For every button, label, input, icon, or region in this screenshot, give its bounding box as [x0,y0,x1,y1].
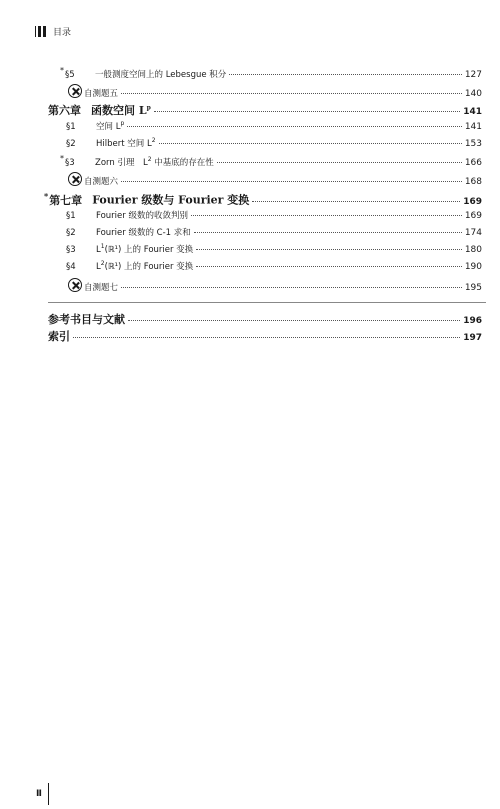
dot-leader [252,201,460,202]
toc-entry[interactable]: §2 Hilbert 空间 $L^2$ 153 [66,137,482,149]
folio: Ⅱ [36,789,42,799]
page-number: 127 [464,69,482,80]
dot-leader [191,215,462,216]
dot-leader [127,126,462,127]
x-circle-icon [68,84,82,98]
dot-leader [121,287,462,288]
toc-entry-index[interactable]: 索引 197 [48,330,482,343]
toc-entry[interactable]: §1 Fourier 级数的收敛判别 169 [66,211,482,221]
page-number: 168 [464,177,482,187]
toc-entry-self-test[interactable]: 自测题六 168 [68,172,482,187]
toc-entry[interactable]: *§5 一般测度空间上的 Lebesgue 积分 127 [60,66,482,80]
toc-entry[interactable]: §4 $L^2(ℝ^1)$ 上的 Fourier 变换 190 [66,260,482,272]
page-number: 141 [464,122,482,132]
page-number: 195 [464,283,482,293]
dot-leader [229,74,462,75]
page-number: 141 [463,107,482,117]
toc-entry[interactable]: §1 空间 $L^p$ 141 [66,120,482,132]
dot-leader [154,111,460,112]
page-number: 196 [463,316,482,326]
toc-entry-self-test[interactable]: 自测题七 195 [68,278,482,293]
header-bar-icon [35,26,48,37]
dot-leader [73,337,460,338]
x-circle-icon [68,172,82,186]
section-divider [48,302,486,303]
header-label: 目录 [53,28,72,38]
toc-entry-references[interactable]: 参考书目与文献 196 [48,313,482,326]
footer-rule [48,783,49,805]
page-footer [36,783,49,805]
dot-leader [159,143,462,144]
page-number: 190 [464,262,482,272]
page-number: 153 [464,139,482,149]
dot-leader [128,320,460,321]
toc-entry-self-test[interactable]: 自测题五 140 [68,84,482,99]
page-number: 166 [464,157,482,168]
dot-leader [196,249,462,250]
page-number: 169 [464,211,482,221]
dot-leader [121,181,462,182]
dot-leader [121,93,462,94]
page-number: 174 [464,228,482,238]
dot-leader [196,266,462,267]
page-number: 169 [463,196,482,207]
page-number: 180 [464,245,482,255]
dot-leader [217,162,462,163]
page-number: 197 [463,333,482,343]
toc-entry[interactable]: §3 $L^1(ℝ^1)$ 上的 Fourier 变换 180 [66,243,482,255]
toc-chapter[interactable]: 第六章 函数空间 $L^p$ 141 [48,104,482,117]
toc-entry[interactable]: §2 Fourier 级数的 C-1 求和 174 [66,228,482,238]
toc-chapter[interactable]: *第七章 Fourier 级数与 Fourier 变换 169 [44,191,482,207]
x-circle-icon [68,278,82,292]
dot-leader [194,232,462,233]
running-header [35,25,71,38]
page-number: 140 [464,89,482,99]
toc-entry[interactable]: *§3 Zorn 引理 $L^2$ 中基底的存在性 166 [60,154,482,168]
